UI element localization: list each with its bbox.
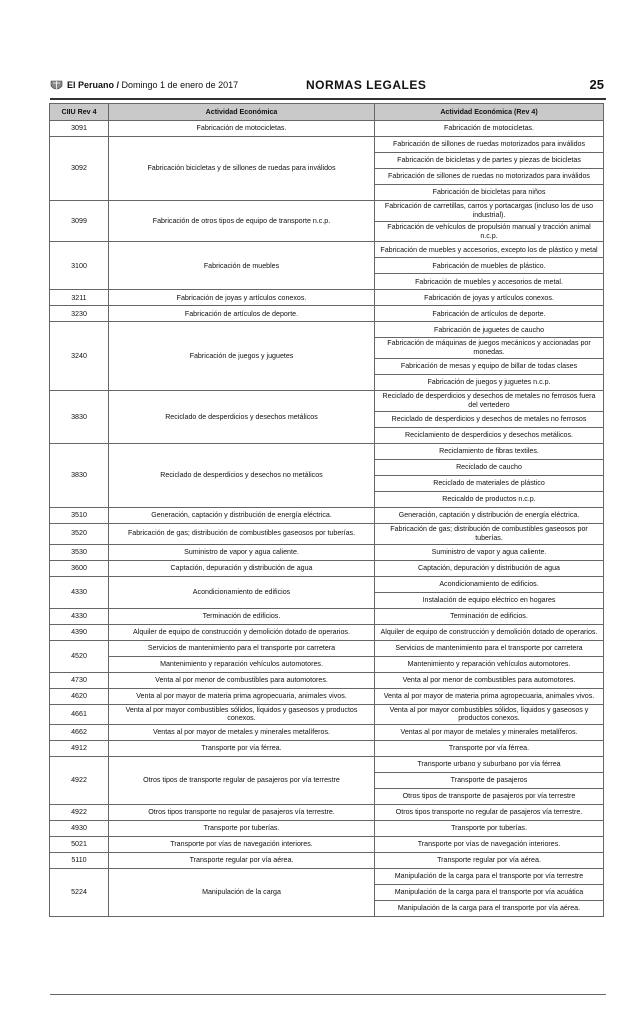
section-title: NORMAS LEGALES [306, 78, 427, 92]
footer-divider [50, 994, 606, 995]
ciiu-code-cell: 4930 [50, 821, 109, 837]
table-row [50, 837, 604, 853]
activity-rev4-cell: Reciclamiento de desperdicios y desechos metálicos. [375, 427, 604, 443]
activity-rev4-cell: Fabricación de juguetes de caucho [375, 322, 604, 338]
column-header-code: CIIU Rev 4 [50, 104, 109, 121]
activity-rev4-cell: Fabricación de gas; distribución de combustibles gaseosos por tuberías. [375, 523, 604, 544]
coat-of-arms-icon [50, 79, 63, 92]
ciiu-code-cell: 3600 [50, 560, 109, 576]
ciiu-code-cell: 4922 [50, 757, 109, 805]
ciiu-code-cell: 4912 [50, 741, 109, 757]
activity-rev4-cell: Venta al por mayor de materia prima agropecuaria, animales vivos. [375, 688, 604, 704]
activity-rev4-cell: Fabricación de mesas y equipo de billar de todas clases [375, 359, 604, 375]
activity-rev4-cell: Fabricación de muebles de plástico. [375, 258, 604, 274]
table-row [50, 443, 604, 459]
table-row [50, 322, 604, 338]
activity-rev4-cell: Reciclado de materiales de plástico [375, 475, 604, 491]
ciiu-code-cell: 4922 [50, 805, 109, 821]
table-row [50, 688, 604, 704]
activity-rev4-cell: Acondicionamiento de edificios. [375, 576, 604, 592]
activity-rev4-cell: Reciclamiento de fibras textiles. [375, 443, 604, 459]
activity-cell: Venta al por mayor combustibles sólidos, líquidos y gaseosos y productos conexos. [109, 704, 375, 725]
activity-cell: Transporte por vía férrea. [109, 741, 375, 757]
activity-rev4-cell: Fabricación de vehículos de propulsión manual y tracción animal n.c.p. [375, 221, 604, 242]
activity-rev4-cell: Fabricación de joyas y artículos conexos. [375, 290, 604, 306]
table-row [50, 201, 604, 222]
ciiu-table [49, 103, 604, 917]
activity-cell: Fabricación de gas; distribución de combustibles gaseosos por tuberías. [109, 523, 375, 544]
ciiu-code-cell: 4661 [50, 704, 109, 725]
activity-cell: Fabricación de joyas y artículos conexos. [109, 290, 375, 306]
table-row [50, 704, 604, 725]
column-header-activity-rev4: Actividad Económica (Rev 4) [375, 104, 604, 121]
activity-rev4-cell: Fabricación de sillones de ruedas no motorizados para inválidos [375, 169, 604, 185]
activity-cell: Otros tipos transporte no regular de pasajeros vía terrestre. [109, 805, 375, 821]
table-row [50, 242, 604, 258]
header-brand-line [67, 80, 238, 90]
activity-cell: Fabricación de motocicletas. [109, 121, 375, 137]
ciiu-code-cell: 4730 [50, 672, 109, 688]
ciiu-code-cell: 3510 [50, 507, 109, 523]
activity-rev4-cell: Transporte urbano y suburbano por vía férrea [375, 757, 604, 773]
ciiu-code-cell: 4330 [50, 576, 109, 608]
activity-rev4-cell: Servicios de mantenimiento para el transporte por carretera [375, 640, 604, 656]
newspaper-name: El Peruano [67, 80, 115, 90]
table-row [50, 672, 604, 688]
table-row [50, 656, 604, 672]
activity-rev4-cell: Captación, depuración y distribución de agua [375, 560, 604, 576]
table-row [50, 757, 604, 773]
activity-rev4-cell: Transporte regular por vía aérea. [375, 853, 604, 869]
table-row [50, 290, 604, 306]
activity-cell: Fabricación de juegos y juguetes [109, 322, 375, 391]
activity-cell: Manipulación de la carga [109, 869, 375, 917]
ciiu-code-cell: 4330 [50, 608, 109, 624]
activity-cell: Reciclado de desperdicios y desechos no metálicos [109, 443, 375, 507]
activity-rev4-cell: Venta al por menor de combustibles para automotores. [375, 672, 604, 688]
activity-rev4-cell: Reciclado de desperdicios y desechos de metales no ferrosos [375, 411, 604, 427]
ciiu-code-cell: 5224 [50, 869, 109, 917]
activity-rev4-cell: Alquiler de equipo de construcción y demolición dotado de operarios. [375, 624, 604, 640]
activity-rev4-cell: Manipulación de la carga para el transporte por vía terrestre [375, 869, 604, 885]
activity-cell: Venta al por menor de combustibles para automotores. [109, 672, 375, 688]
activity-rev4-cell: Recicaldo de productos n.c.p. [375, 491, 604, 507]
ciiu-code-cell: 3520 [50, 523, 109, 544]
ciiu-code-cell: 3091 [50, 121, 109, 137]
table-row [50, 624, 604, 640]
table-row [50, 725, 604, 741]
activity-rev4-cell: Mantenimiento y reparación vehículos automotores. [375, 656, 604, 672]
activity-rev4-cell: Transporte por vías de navegación interiores. [375, 837, 604, 853]
table-row [50, 544, 604, 560]
table-header-row [50, 104, 604, 121]
column-header-activity: Actividad Económica [109, 104, 375, 121]
activity-cell: Fabricación de otros tipos de equipo de transporte n.c.p. [109, 201, 375, 242]
issue-date: Domingo 1 de enero de 2017 [121, 80, 239, 90]
activity-cell: Fabricación de muebles [109, 242, 375, 290]
ciiu-code-cell: 3211 [50, 290, 109, 306]
table-row [50, 608, 604, 624]
activity-rev4-cell: Generación, captación y distribución de energía eléctrica. [375, 507, 604, 523]
activity-rev4-cell: Fabricación de motocicletas. [375, 121, 604, 137]
activity-cell: Fabricación de artículos de deporte. [109, 306, 375, 322]
activity-rev4-cell: Fabricación de juegos y juguetes n.c.p. [375, 375, 604, 391]
ciiu-code-cell: 4520 [50, 640, 109, 672]
activity-cell: Mantenimiento y reparación vehículos automotores. [109, 656, 375, 672]
activity-rev4-cell: Fabricación de máquinas de juegos mecánicos y accionadas por monedas. [375, 338, 604, 359]
ciiu-code-cell: 5021 [50, 837, 109, 853]
table-row [50, 821, 604, 837]
table-row [50, 869, 604, 885]
ciiu-code-cell: 3830 [50, 391, 109, 444]
activity-rev4-cell: Ventas al por mayor de metales y minerales metalíferos. [375, 725, 604, 741]
activity-cell: Ventas al por mayor de metales y minerales metalíferos. [109, 725, 375, 741]
activity-rev4-cell: Fabricación de carretillas, carros y portacargas (incluso los de uso industrial). [375, 201, 604, 222]
activity-rev4-cell: Manipulación de la carga para el transporte por vía aérea. [375, 901, 604, 917]
ciiu-code-cell: 3099 [50, 201, 109, 242]
activity-rev4-cell: Fabricación de sillones de ruedas motorizados para inválidos [375, 137, 604, 153]
activity-rev4-cell: Reciclado de desperdicios y desechos de metales no ferrosos fuera del vertedero [375, 391, 604, 412]
activity-rev4-cell: Venta al por mayor combustibles sólidos, líquidos y gaseosos y productos conexos. [375, 704, 604, 725]
table-row [50, 391, 604, 412]
page-header [50, 76, 606, 100]
table-row [50, 640, 604, 656]
activity-rev4-cell: Suministro de vapor y agua caliente. [375, 544, 604, 560]
activity-rev4-cell: Fabricación de bicicletas para niños [375, 185, 604, 201]
ciiu-code-cell: 4390 [50, 624, 109, 640]
activity-cell: Terminación de edificios. [109, 608, 375, 624]
activity-rev4-cell: Manipulación de la carga para el transporte por vía acuática [375, 885, 604, 901]
table-row [50, 523, 604, 544]
table-row [50, 121, 604, 137]
ciiu-code-cell: 3530 [50, 544, 109, 560]
activity-cell: Servicios de mantenimiento para el transporte por carretera [109, 640, 375, 656]
ciiu-code-cell: 5110 [50, 853, 109, 869]
activity-rev4-cell: Reciclado de caucho [375, 459, 604, 475]
activity-cell: Venta al por mayor de materia prima agropecuaria, animales vivos. [109, 688, 375, 704]
activity-cell: Transporte por tuberías. [109, 821, 375, 837]
header-separator: / [114, 80, 122, 90]
activity-rev4-cell: Instalación de equipo eléctrico en hogares [375, 592, 604, 608]
activity-cell: Transporte regular por vía aérea. [109, 853, 375, 869]
activity-cell: Otros tipos de transporte regular de pasajeros por vía terrestre [109, 757, 375, 805]
ciiu-code-cell: 3240 [50, 322, 109, 391]
ciiu-code-cell: 4620 [50, 688, 109, 704]
activity-rev4-cell: Fabricación de muebles y accesorios de metal. [375, 274, 604, 290]
table-row [50, 137, 604, 153]
activity-rev4-cell: Fabricación de muebles y accesorios, excepto los de plástico y metal [375, 242, 604, 258]
page-number: 25 [589, 77, 604, 92]
activity-cell: Fabricación bicicletas y de sillones de ruedas para inválidos [109, 137, 375, 201]
table-row [50, 805, 604, 821]
activity-cell: Alquiler de equipo de construcción y demolición dotado de operarios. [109, 624, 375, 640]
table-row [50, 560, 604, 576]
ciiu-code-cell: 3100 [50, 242, 109, 290]
activity-rev4-cell: Fabricación de artículos de deporte. [375, 306, 604, 322]
table-body [50, 121, 604, 917]
activity-cell: Reciclado de desperdicios y desechos metálicos [109, 391, 375, 444]
ciiu-code-cell: 3092 [50, 137, 109, 201]
activity-cell: Captación, depuración y distribución de agua [109, 560, 375, 576]
activity-rev4-cell: Otros tipos transporte no regular de pasajeros vía terrestre. [375, 805, 604, 821]
activity-rev4-cell: Transporte de pasajeros [375, 773, 604, 789]
activity-cell: Suministro de vapor y agua caliente. [109, 544, 375, 560]
ciiu-code-cell: 3230 [50, 306, 109, 322]
activity-cell: Transporte por vías de navegación interiores. [109, 837, 375, 853]
ciiu-code-cell: 3830 [50, 443, 109, 507]
activity-cell: Generación, captación y distribución de energía eléctrica. [109, 507, 375, 523]
table-row [50, 576, 604, 592]
table-row [50, 741, 604, 757]
table-row [50, 306, 604, 322]
activity-rev4-cell: Terminación de edificios. [375, 608, 604, 624]
ciiu-table-container [49, 103, 603, 917]
table-row [50, 507, 604, 523]
table-row [50, 853, 604, 869]
activity-rev4-cell: Transporte por tuberías. [375, 821, 604, 837]
ciiu-code-cell: 4662 [50, 725, 109, 741]
activity-rev4-cell: Fabricación de bicicletas y de partes y piezas de bicicletas [375, 153, 604, 169]
activity-cell: Acondicionamiento de edificios [109, 576, 375, 608]
activity-rev4-cell: Otros tipos de transporte de pasajeros por vía terrestre [375, 789, 604, 805]
activity-rev4-cell: Transporte por vía férrea. [375, 741, 604, 757]
